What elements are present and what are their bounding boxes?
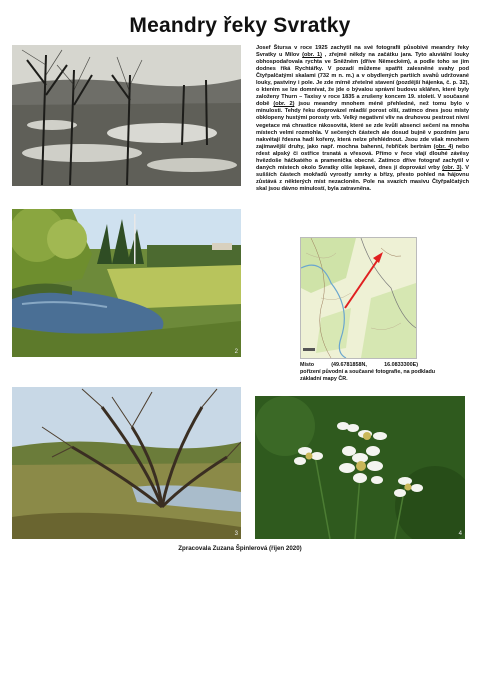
caption-label: Místo bbox=[300, 362, 315, 368]
photo-number-4: 4 bbox=[458, 531, 462, 537]
body-text-part: Josef Štursa v roce 1925 zachytil na své fotografii působivé meandry řeky Svratky u Milov bbox=[256, 45, 469, 59]
photo-number-3: 3 bbox=[234, 531, 238, 537]
author-credit: Zpracovala Zuzana Špinlerová (říjen 2020) bbox=[178, 545, 302, 552]
figure-ref-4[interactable]: (obr. 4) bbox=[433, 143, 454, 150]
figure-ref-2[interactable]: (obr. 2) bbox=[273, 101, 295, 108]
current-meander-photo bbox=[12, 209, 241, 357]
figure-ref-1[interactable]: (obr. 1) bbox=[302, 52, 322, 59]
caption-text: pořízení původní a současné fotografie, na podkladu základní mapy ČR. bbox=[300, 369, 436, 382]
historical-photo bbox=[12, 45, 241, 186]
page-title: Meandry řeky Svratky bbox=[129, 14, 351, 37]
body-text-part: nebo rdest alpský či ostřice trsnatá a vřesová. Přímo v řece vlají dlouhé závěsy hvězdoše háčkatého a pramenička obecné. Zatímco dříve fotograf zachytil v daných místech okolo Svratky olše lepkavé, dnes jí doprovází vrby bbox=[256, 143, 470, 171]
location-map bbox=[300, 237, 417, 359]
body-text-part: jsou meandry mnohem méně přehledné, než tomu bylo v minulosti. Tehdy řeku doprovázel mladší porost olší, zatímco dnes jsou místy obklopeny hustými porosty vrb. Velký negativní vliv na druhovou pestrost nivní vegetace má chrastice rákosovitá, které se zde kvůli absenci sečení na mnoha místech velmi rozmohla. V sečených částech ale dosud bujně v pozdním jaru nakvétají řdesna hadí kořeny, která nelze přehlédnout. Jsou zde však mnohem zajímavější druhy, jako např. mochna bahenní, řebříček bertrám bbox=[256, 101, 469, 150]
caption-coords: (49.6781858N, bbox=[331, 362, 367, 368]
body-text-part: , zřejmě někdy na začátku jara. Tyto aluviální louky obhospodařovala rychta ve Sněžném (dříve Německém), a podle toho se jim dodnes říká Rychtářky. V pozadí můžeme spatřit zalesněné svahy pod Čtyřpalčatými skalami (732 m n. m.) a v obydlených partiích svahů udržované louky, pastviny i pole. Je zde mírně zřetelné stavení (pozdější hájenka, č. p. 32), o kterém se lze domnívat, že jde o bývalou správní budovu sklářen, které byly založeny Thurn – Taxisy v roce 1835 a zrušeny koncem 19. století. V současné době bbox=[256, 52, 470, 108]
photo-number-2: 2 bbox=[234, 349, 238, 355]
article-body bbox=[256, 45, 469, 193]
yarrow-flower-photo bbox=[255, 396, 465, 539]
caption-coords-2: 16.0833300E) bbox=[384, 362, 418, 368]
body-text-part: . V sušších částech mokřadů vyrostly smrky a břízy, přesto pohled na hájovnu zůstává z některých míst nezacloněn. Pole na svazích masivu Čtyřpalčatých skal jsou dávno minulostí, byla zatravněna. bbox=[256, 164, 469, 192]
willow-photo bbox=[12, 387, 241, 539]
figure-ref-3[interactable]: (obr. 3) bbox=[442, 164, 462, 171]
map-caption bbox=[300, 362, 450, 383]
